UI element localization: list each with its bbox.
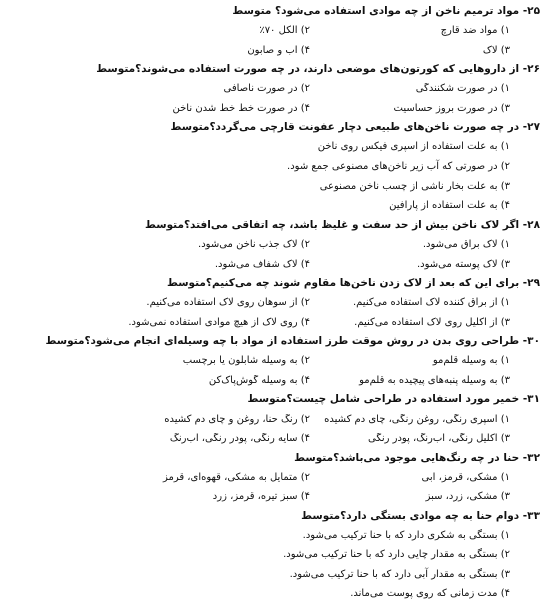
answer-option[interactable]: ۳) مشکی، زرد، سبز xyxy=(425,491,510,503)
options-list xyxy=(10,137,510,215)
answer-option[interactable]: ۳) لاک xyxy=(482,44,510,56)
options-list xyxy=(10,21,510,60)
answer-option[interactable]: ۴) روی لاک از هیچ موادی استفاده نمی‌شود. xyxy=(128,316,310,328)
answer-option[interactable]: ۳) به علت بخار ناشی از چسب ناخن مصنوعی xyxy=(319,180,510,192)
options-row xyxy=(10,293,510,313)
answer-option[interactable]: ۴) به علت استفاده از پارافین xyxy=(389,200,510,212)
question-block xyxy=(10,332,540,390)
answer-option[interactable]: ۲) بستگی به مقدار چایی دارد که با حنا ترکیب می‌شود. xyxy=(283,549,510,561)
answer-option[interactable]: ۴) در صورت خط خط شدن ناخن xyxy=(172,103,310,115)
options-list xyxy=(10,409,510,448)
question-block xyxy=(10,274,540,332)
options-row xyxy=(10,99,510,119)
question-text: ۳۳- دوام حنا به چه موادی بستگی دارد؟متوسط xyxy=(301,509,540,522)
options-row xyxy=(10,21,510,41)
options-list xyxy=(10,79,510,118)
answer-option[interactable]: ۴) سبز تیره، قرمز، زرد xyxy=(212,491,310,503)
question-block xyxy=(10,449,540,507)
options-row xyxy=(10,429,510,449)
question-block xyxy=(10,216,540,274)
answer-option[interactable]: ۴) آب و صابون xyxy=(247,44,310,56)
question-text: ۲۹- برای این که بعد از لاک زدن ناخن‌ها مقاوم شوند چه می‌کنیم؟متوسط xyxy=(166,276,540,289)
answer-option[interactable]: ۲) لاک جذب ناخن می‌شود. xyxy=(198,239,310,251)
options-list xyxy=(10,293,510,332)
answer-option[interactable]: ۱) در صورت شکنندگی xyxy=(415,83,510,95)
options-row xyxy=(10,235,510,255)
question-block xyxy=(10,118,540,215)
answer-option[interactable]: ۳) لاک پوسته می‌شود. xyxy=(416,258,510,270)
question-text: ۳۱- خمیر مورد استفاده در طراحی شامل چیست؟متوسط xyxy=(247,393,540,406)
question-text: ۳۲- حنا در چه رنگ‌هایی موجود می‌باشد؟متوسط xyxy=(294,451,540,464)
answer-option[interactable]: ۲) از سوهان روی لاک استفاده می‌کنیم. xyxy=(146,297,310,309)
options-row xyxy=(10,313,510,333)
options-list xyxy=(10,351,510,390)
answer-option[interactable]: ۱) اسپری رنگی، روغن رنگی، چای دم کشیده xyxy=(324,413,510,425)
question-text: ۲۶- از داروهایی که کورتون‌های موضعی دارند، در چه صورت استفاده می‌شوند؟متوسط xyxy=(96,63,540,76)
answer-option[interactable]: ۱) مشکی، قرمز، آبی xyxy=(421,471,510,483)
options-list xyxy=(10,235,510,274)
question-text: ۲۵- مواد ترمیم ناخن از چه موادی استفاده می‌شود؟ متوسط xyxy=(232,5,540,17)
answer-option[interactable]: ۱) به وسیله قلم‌مو xyxy=(432,355,510,367)
options-row xyxy=(10,351,510,371)
options-row xyxy=(10,409,510,429)
options-row xyxy=(10,371,510,391)
answer-option[interactable]: ۱) مواد ضد قارچ xyxy=(440,25,510,37)
answer-option[interactable]: ۳) بستگی به مقدار آبی دارد که با حنا ترکیب می‌شود. xyxy=(289,568,510,580)
question-block xyxy=(10,390,540,448)
answer-option[interactable]: ۲) در صورت ناصافی xyxy=(223,83,310,95)
question-block xyxy=(10,2,540,60)
options-row xyxy=(10,41,510,61)
options-list xyxy=(10,468,510,507)
answer-option[interactable]: ۴) به وسیله گوش‌پاک‌کن xyxy=(208,375,310,387)
options-row xyxy=(10,254,510,274)
answer-option[interactable]: ۴) لاک شفاف می‌شود. xyxy=(214,258,310,270)
answer-option[interactable]: ۴) سایه رنگی، پودر رنگی، آب‌رنگ xyxy=(169,433,310,445)
answer-option[interactable]: ۳) به وسیله پنبه‌های پیچیده به قلم‌مو xyxy=(359,375,510,387)
question-block xyxy=(10,60,540,118)
answer-option[interactable]: ۳) از اکلیل روی لاک استفاده می‌کنیم. xyxy=(354,316,510,328)
answer-option[interactable]: ۲) به وسیله شابلون یا برچسب xyxy=(182,355,310,367)
answer-option[interactable]: ۲) الکل ۷۰٪ xyxy=(259,25,310,37)
answer-option[interactable]: ۱) لاک براق می‌شود. xyxy=(422,239,510,251)
answer-option[interactable]: ۲) در صورتی که آب زیر ناخن‌های مصنوعی جمع شود. xyxy=(287,160,510,172)
question-text: ۲۷- در چه صورت ناخن‌های طبیعی دچار عفونت قارچی می‌گردد؟متوسط xyxy=(170,121,540,134)
options-row xyxy=(10,79,510,99)
options-list xyxy=(10,526,510,604)
options-row xyxy=(10,487,510,507)
question-text: ۳۰- طراحی روی بدن در روش موقت طرز استفاده از مواد با چه وسیله‌ای انجام می‌شود؟متوسط xyxy=(45,335,540,348)
question-block xyxy=(10,507,540,604)
answer-option[interactable]: ۲) متمایل به مشکی، قهوه‌ای، قرمز xyxy=(162,471,310,483)
answer-option[interactable]: ۱) از براق کننده لاک استفاده می‌کنیم. xyxy=(352,297,510,309)
question-text: ۲۸- اگر لاک ناخن بیش از حد سفت و غلیظ باشد، چه اتفاقی می‌افتد؟متوسط xyxy=(145,218,540,231)
answer-option[interactable]: ۱) بستگی به شکری دارد که با حنا ترکیب می‌شود. xyxy=(302,529,510,541)
answer-option[interactable]: ۱) به علت استفاده از اسپری فیکس روی ناخن xyxy=(317,141,510,153)
options-row xyxy=(10,468,510,488)
answer-option[interactable]: ۴) مدت زمانی که روی پوست می‌ماند. xyxy=(350,588,510,600)
answer-option[interactable]: ۲) رنگ حنا، روغن و چای دم کشیده xyxy=(164,413,310,425)
answer-option[interactable]: ۳) در صورت بروز حساسیت xyxy=(393,103,510,115)
answer-option[interactable]: ۳) اکلیل رنگی، آب‌رنگ، پودر رنگی xyxy=(368,433,510,445)
